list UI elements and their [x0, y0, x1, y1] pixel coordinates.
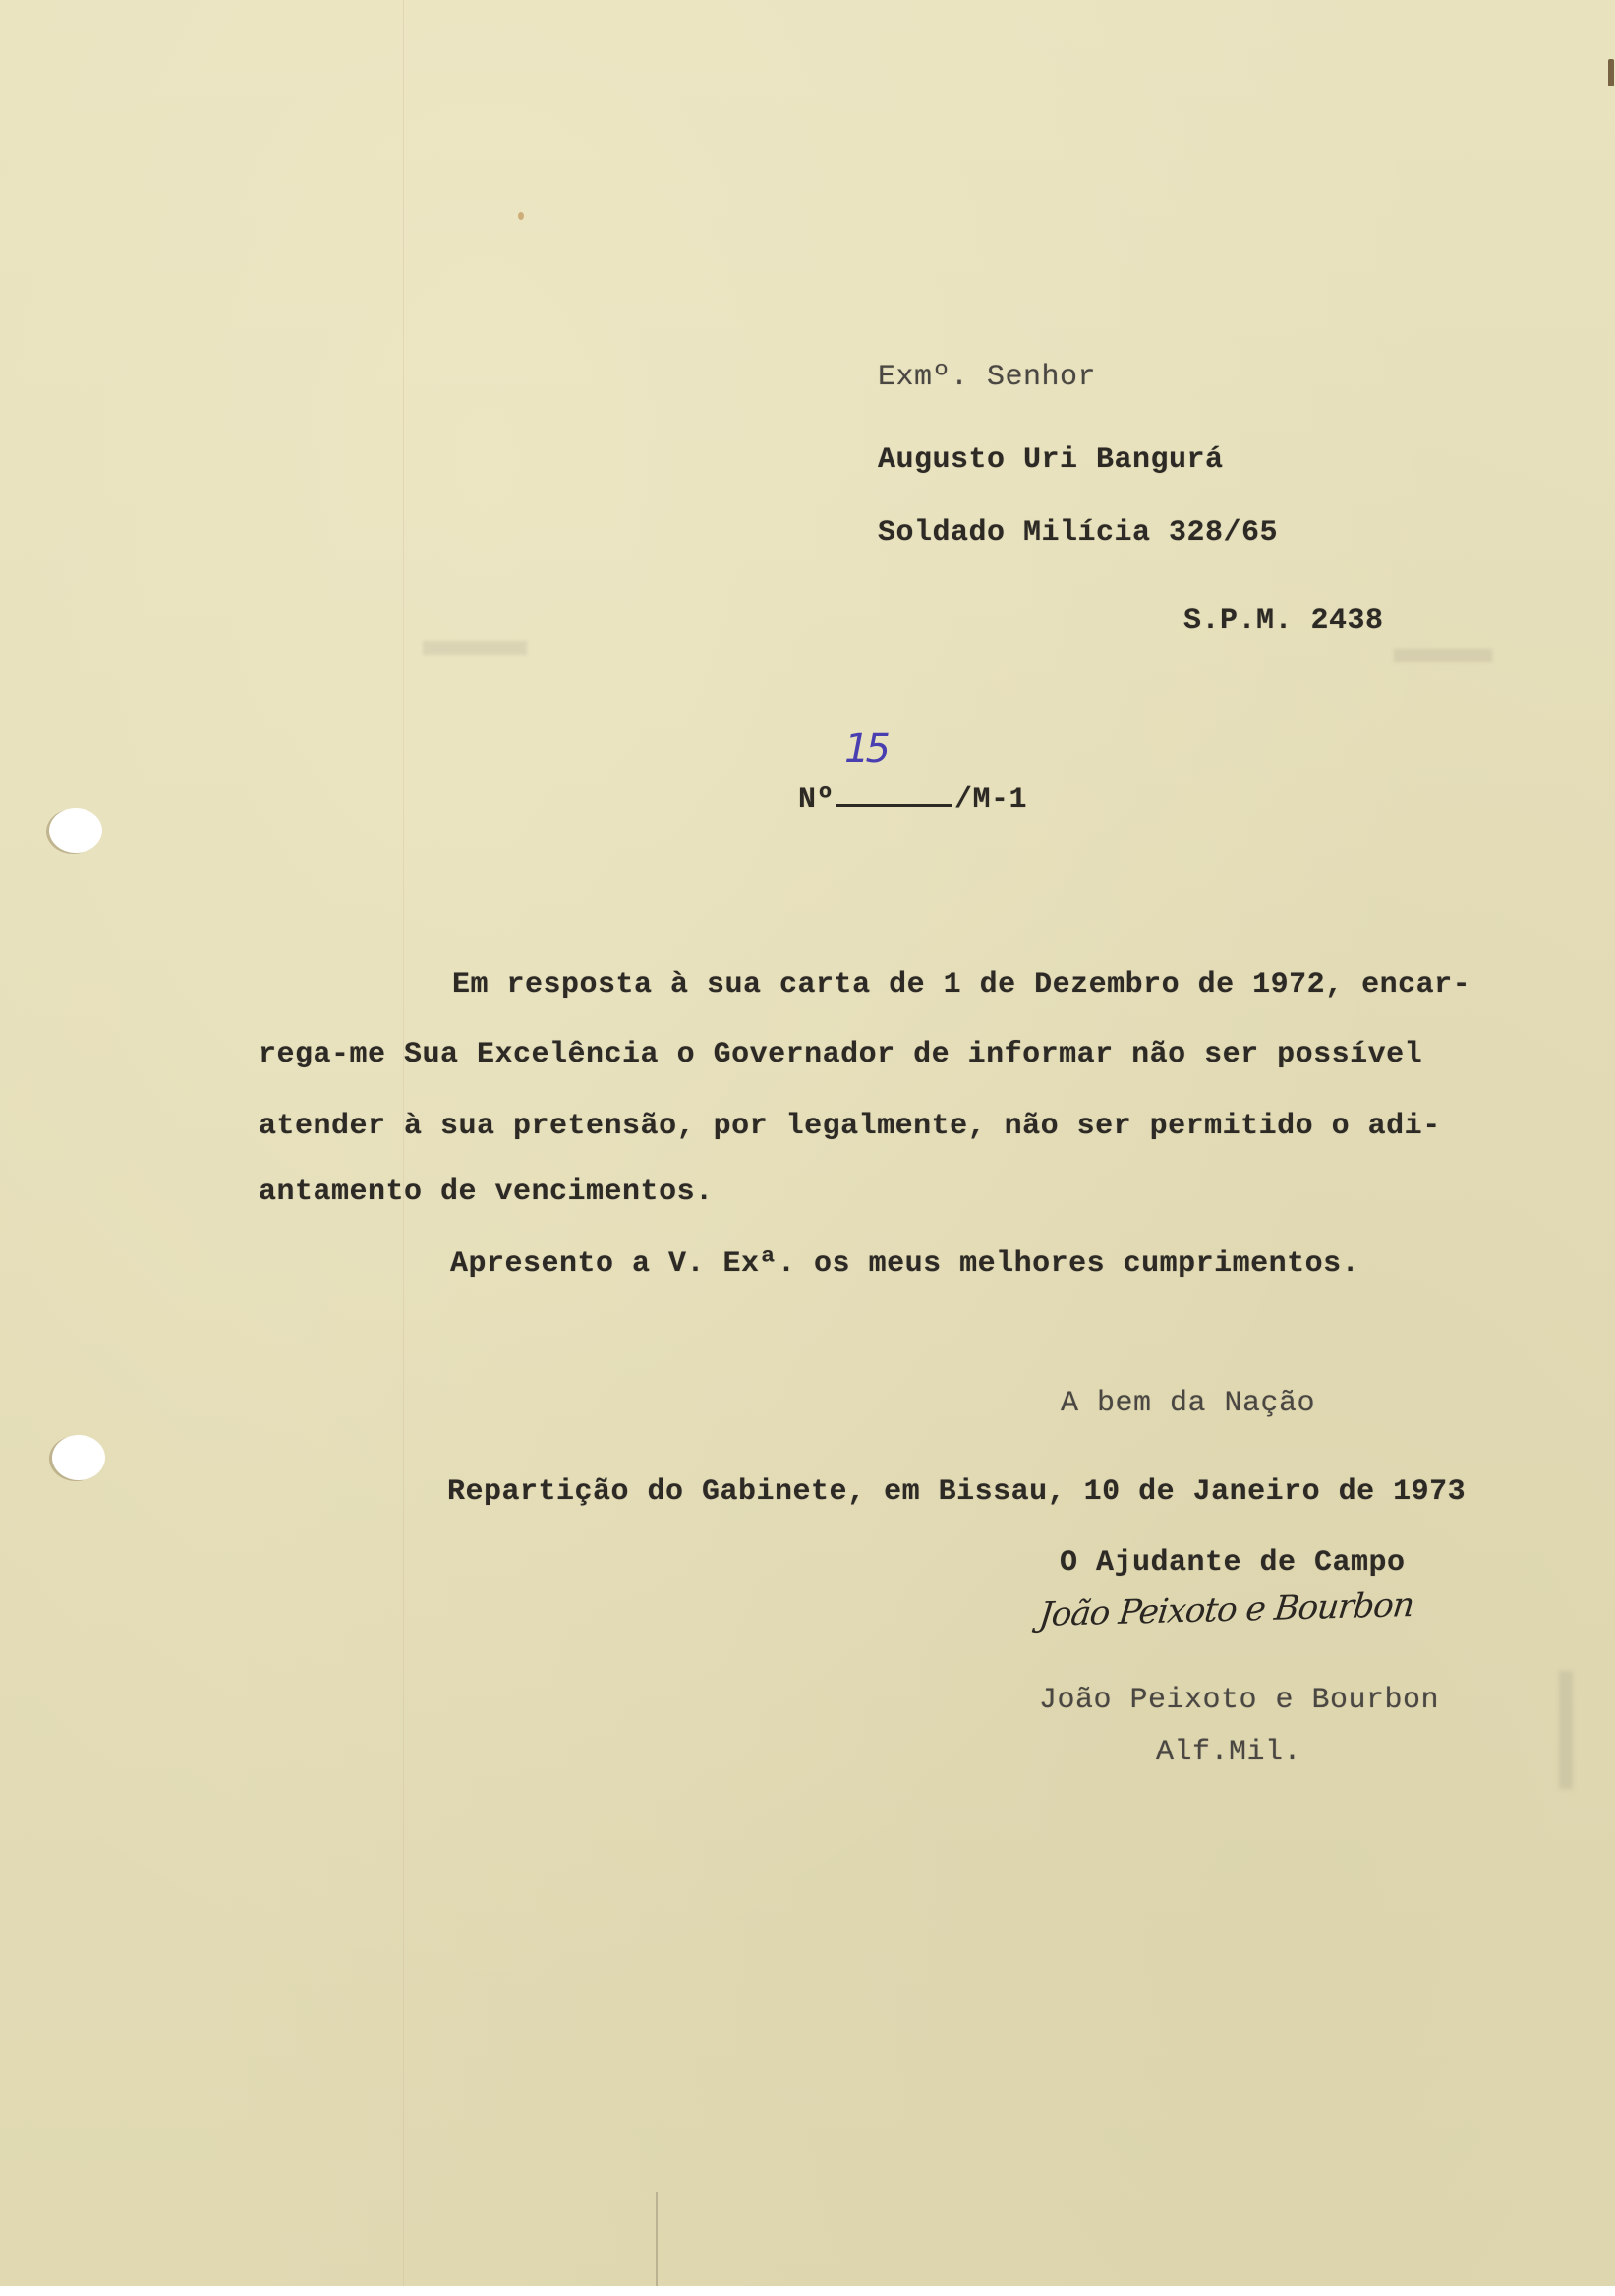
punch-hole-bottom	[52, 1435, 105, 1480]
paper-crease	[656, 2192, 658, 2286]
edge-stain	[1608, 59, 1614, 86]
signatory-title: O Ajudante de Campo	[1060, 1546, 1406, 1579]
body-line-3: atender à sua pretensão, por legalmente, não ser permitido o adi-	[259, 1110, 1441, 1143]
closing-line: Apresento a V. Exª. os meus melhores cumprimentos.	[450, 1247, 1360, 1281]
handwritten-number: 15	[844, 726, 887, 772]
signatory-rank: Alf.Mil.	[1156, 1736, 1302, 1769]
addressee-postal: S.P.M. 2438	[1183, 604, 1384, 638]
place-date: Repartição do Gabinete, em Bissau, 10 de Janeiro de 1973	[447, 1475, 1467, 1509]
reference-prefix: Nº	[798, 783, 836, 817]
faded-stamp-mark	[423, 641, 527, 655]
punch-hole-top	[49, 808, 102, 853]
paper-spot	[518, 212, 524, 220]
addressee-rank: Soldado Milícia 328/65	[878, 516, 1279, 549]
salutation: Exmº. Senhor	[878, 361, 1097, 394]
addressee-name: Augusto Uri Bangurá	[878, 443, 1224, 477]
handwritten-signature: João Peixoto e Bourbon	[1037, 1585, 1416, 1635]
reference-number-field	[836, 726, 952, 807]
body-line-2: rega-me Sua Excelência o Governador de informar não ser possível	[259, 1038, 1423, 1071]
signatory-name: João Peixoto e Bourbon	[1039, 1684, 1440, 1717]
faded-stamp-mark	[1394, 649, 1492, 662]
edge-smudge	[1559, 1671, 1573, 1789]
valediction: A bem da Nação	[1061, 1387, 1316, 1420]
reference-suffix: /M-1	[954, 783, 1028, 817]
body-line-4: antamento de vencimentos.	[259, 1176, 714, 1209]
body-line-1: Em resposta à sua carta de 1 de Dezembro de 1972, encar-	[452, 968, 1471, 1002]
reference-number	[798, 726, 1028, 818]
